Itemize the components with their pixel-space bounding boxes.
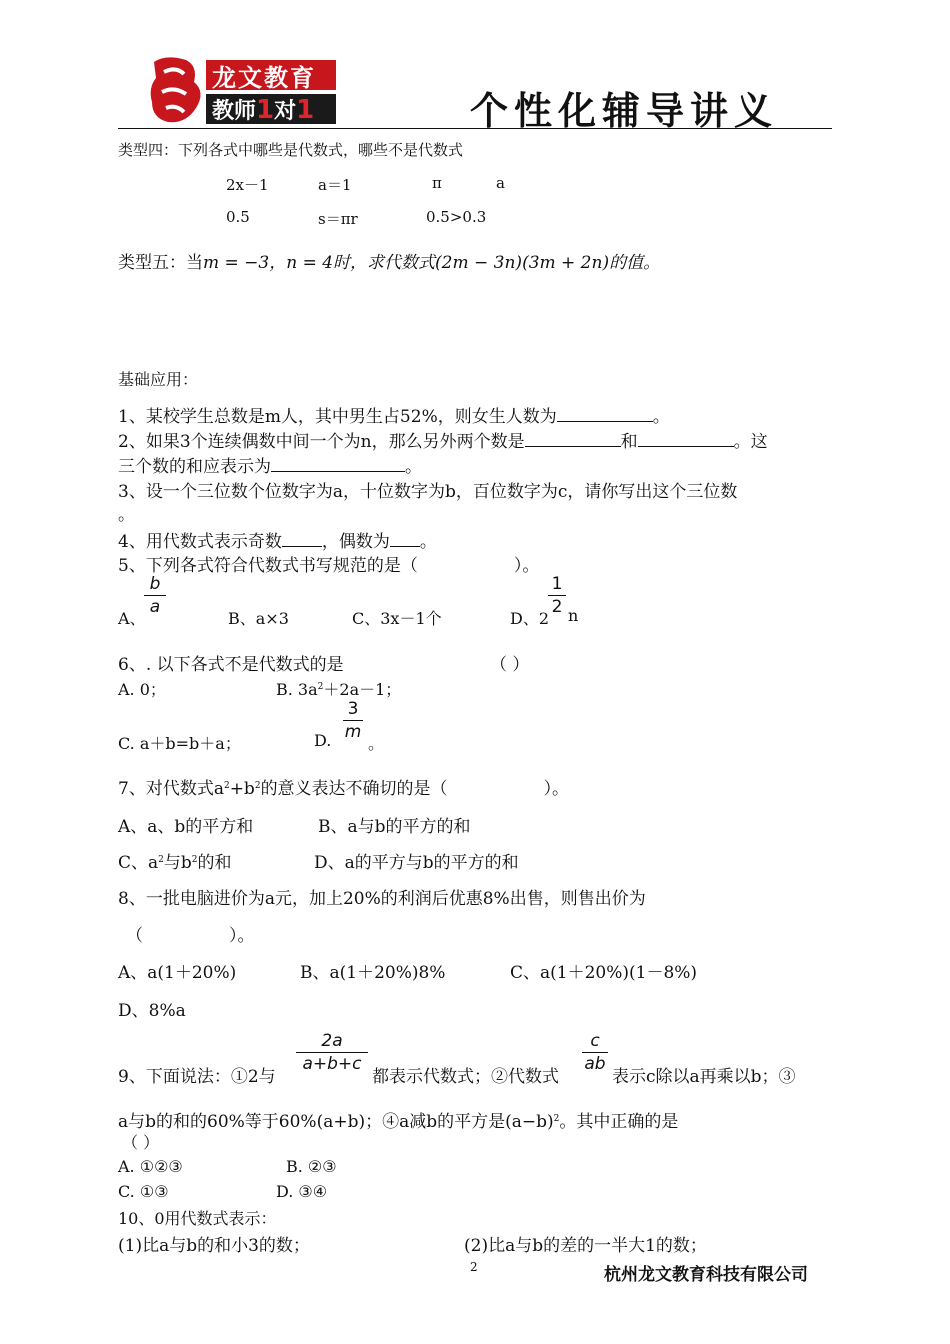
q9-option-b: B. ②③ <box>286 1157 337 1176</box>
q6-option-d-fraction: 3 m <box>344 699 362 742</box>
question-9-mid: 都表示代数式；②代数式 <box>372 1067 559 1087</box>
answer-blank[interactable] <box>525 430 621 447</box>
q9-option-d: D. ③④ <box>276 1182 328 1201</box>
question-10: 10、0用代数式表示： <box>118 1209 277 1228</box>
question-1: 1、某校学生总数是m人，其中男生占52%，则女生人数为 。 <box>118 407 670 427</box>
q5-option-b: B、a×3 <box>228 609 289 628</box>
q8-option-b: B、a(1＋20%)8% <box>300 963 446 983</box>
type4-row1-item: π <box>432 174 442 192</box>
logo-slogan: 教师1对1 <box>212 95 315 125</box>
q6-option-b: B. $3a^2+2a-1$； <box>276 680 402 699</box>
q9-option-c: C. ①③ <box>118 1182 169 1201</box>
answer-blank[interactable] <box>282 530 322 547</box>
question-9-prefix: 9、下面说法：①2与 <box>118 1067 276 1087</box>
type4-row2-item: 0.5>0.3 <box>426 208 487 226</box>
q5-option-d-label: D、2 <box>510 609 550 628</box>
q7-option-a: A、a、b的平方和 <box>118 817 254 837</box>
header-divider <box>118 128 832 129</box>
question-4: 4、用代数式表示奇数 ，偶数为 。 <box>118 532 437 552</box>
q7-option-d: D、a的平方与b的平方的和 <box>314 853 519 873</box>
question-5: 5、下列各式符合代数式书写规范的是（ ）。 <box>118 556 540 576</box>
q9-fraction-2: c ab <box>582 1030 608 1075</box>
type4-row1-item: a＝1 <box>318 176 352 194</box>
q10-part-2: (2)比a与b的差的一半大1的数； <box>464 1236 707 1256</box>
question-7: 7、对代数式$a^2+b^2$的意义表达不确切的是（ ）。 <box>118 779 570 799</box>
type4-row1-item: a <box>496 174 505 192</box>
q6-option-a: A. 0； <box>118 680 166 699</box>
q8-option-c: C、a(1＋20%)(1－8%) <box>510 963 698 983</box>
q8-option-a: A、a(1＋20%) <box>118 963 237 983</box>
question-2-line2: 三个数的和应表示为 。 <box>118 457 422 477</box>
q7-option-c: C、$a^2$与$b^2$的和 <box>118 853 232 873</box>
answer-blank[interactable] <box>390 530 420 547</box>
answer-blank[interactable] <box>557 405 653 422</box>
question-6: 6、. 以下各式不是代数式的是 <box>118 655 344 675</box>
q6-option-d-tail: 。 <box>368 734 385 753</box>
q5-option-a-label: A、 <box>118 609 146 628</box>
type4-row2-item: s＝πr <box>318 210 358 228</box>
page-title: 个性化辅导讲义 <box>470 89 779 133</box>
answer-blank[interactable] <box>638 430 734 447</box>
question-8-paren: （ ）。 <box>126 926 255 946</box>
question-9-post: 表示c除以a再乘以b；③ <box>612 1067 796 1087</box>
answer-blank[interactable] <box>271 455 405 472</box>
logo-brand-text: 龙文教育 <box>212 64 316 92</box>
type4-heading: 类型四：下列各式中哪些是代数式，哪些不是代数式 <box>118 141 464 159</box>
type4-row2-item: 0.5 <box>226 208 250 226</box>
q6-option-d-label: D. <box>314 731 332 750</box>
q9-option-a: A. ①②③ <box>118 1157 183 1176</box>
q6-option-c: C. a＋b=b＋a； <box>118 734 241 753</box>
q5-option-d-tail: n <box>568 606 579 625</box>
q7-option-b: B、a与b的平方的和 <box>318 817 471 837</box>
q10-part-1: (1)比a与b的和小3的数； <box>118 1236 310 1256</box>
footer-company: 杭州龙文教育科技有限公司 <box>604 1265 808 1285</box>
q5-option-d-fraction: 1 2 <box>548 573 566 618</box>
q9-fraction-1: 2a a+b+c <box>296 1030 368 1075</box>
question-6-paren: （ ） <box>490 655 530 675</box>
question-3: 3、设一个三位数个位数字为a，十位数字为b，百位数字为c，请你写出这个三位数 <box>118 482 738 502</box>
type5-question: 类型五：当m = −3，n = 4时，求代数式(2m − 3n)(3m + 2n)的值。 <box>118 253 661 273</box>
question-9-paren: （ ） <box>122 1133 160 1152</box>
q5-option-a-fraction: b a <box>144 573 166 618</box>
section-heading: 基础应用： <box>118 370 199 389</box>
question-2: 2、如果3个连续偶数中间一个为n，那么另外两个数是 和 。这 <box>118 432 768 452</box>
question-3-line2: 。 <box>118 505 135 525</box>
question-8: 8、一批电脑进价为a元，加上20%的利润后优惠8%出售，则售出价为 <box>118 889 646 909</box>
q5-option-c: C、3x－1个 <box>352 609 442 628</box>
question-9-line2: a与b的和的60%等于60%(a+b)；④a减b的平方是$(a-b)^2$。其中正确的是 <box>118 1112 679 1132</box>
type4-row1-item: 2x－1 <box>226 176 269 194</box>
page-number: 2 <box>470 1260 478 1274</box>
logo <box>146 52 340 128</box>
q8-option-d: D、8%a <box>118 1001 186 1021</box>
